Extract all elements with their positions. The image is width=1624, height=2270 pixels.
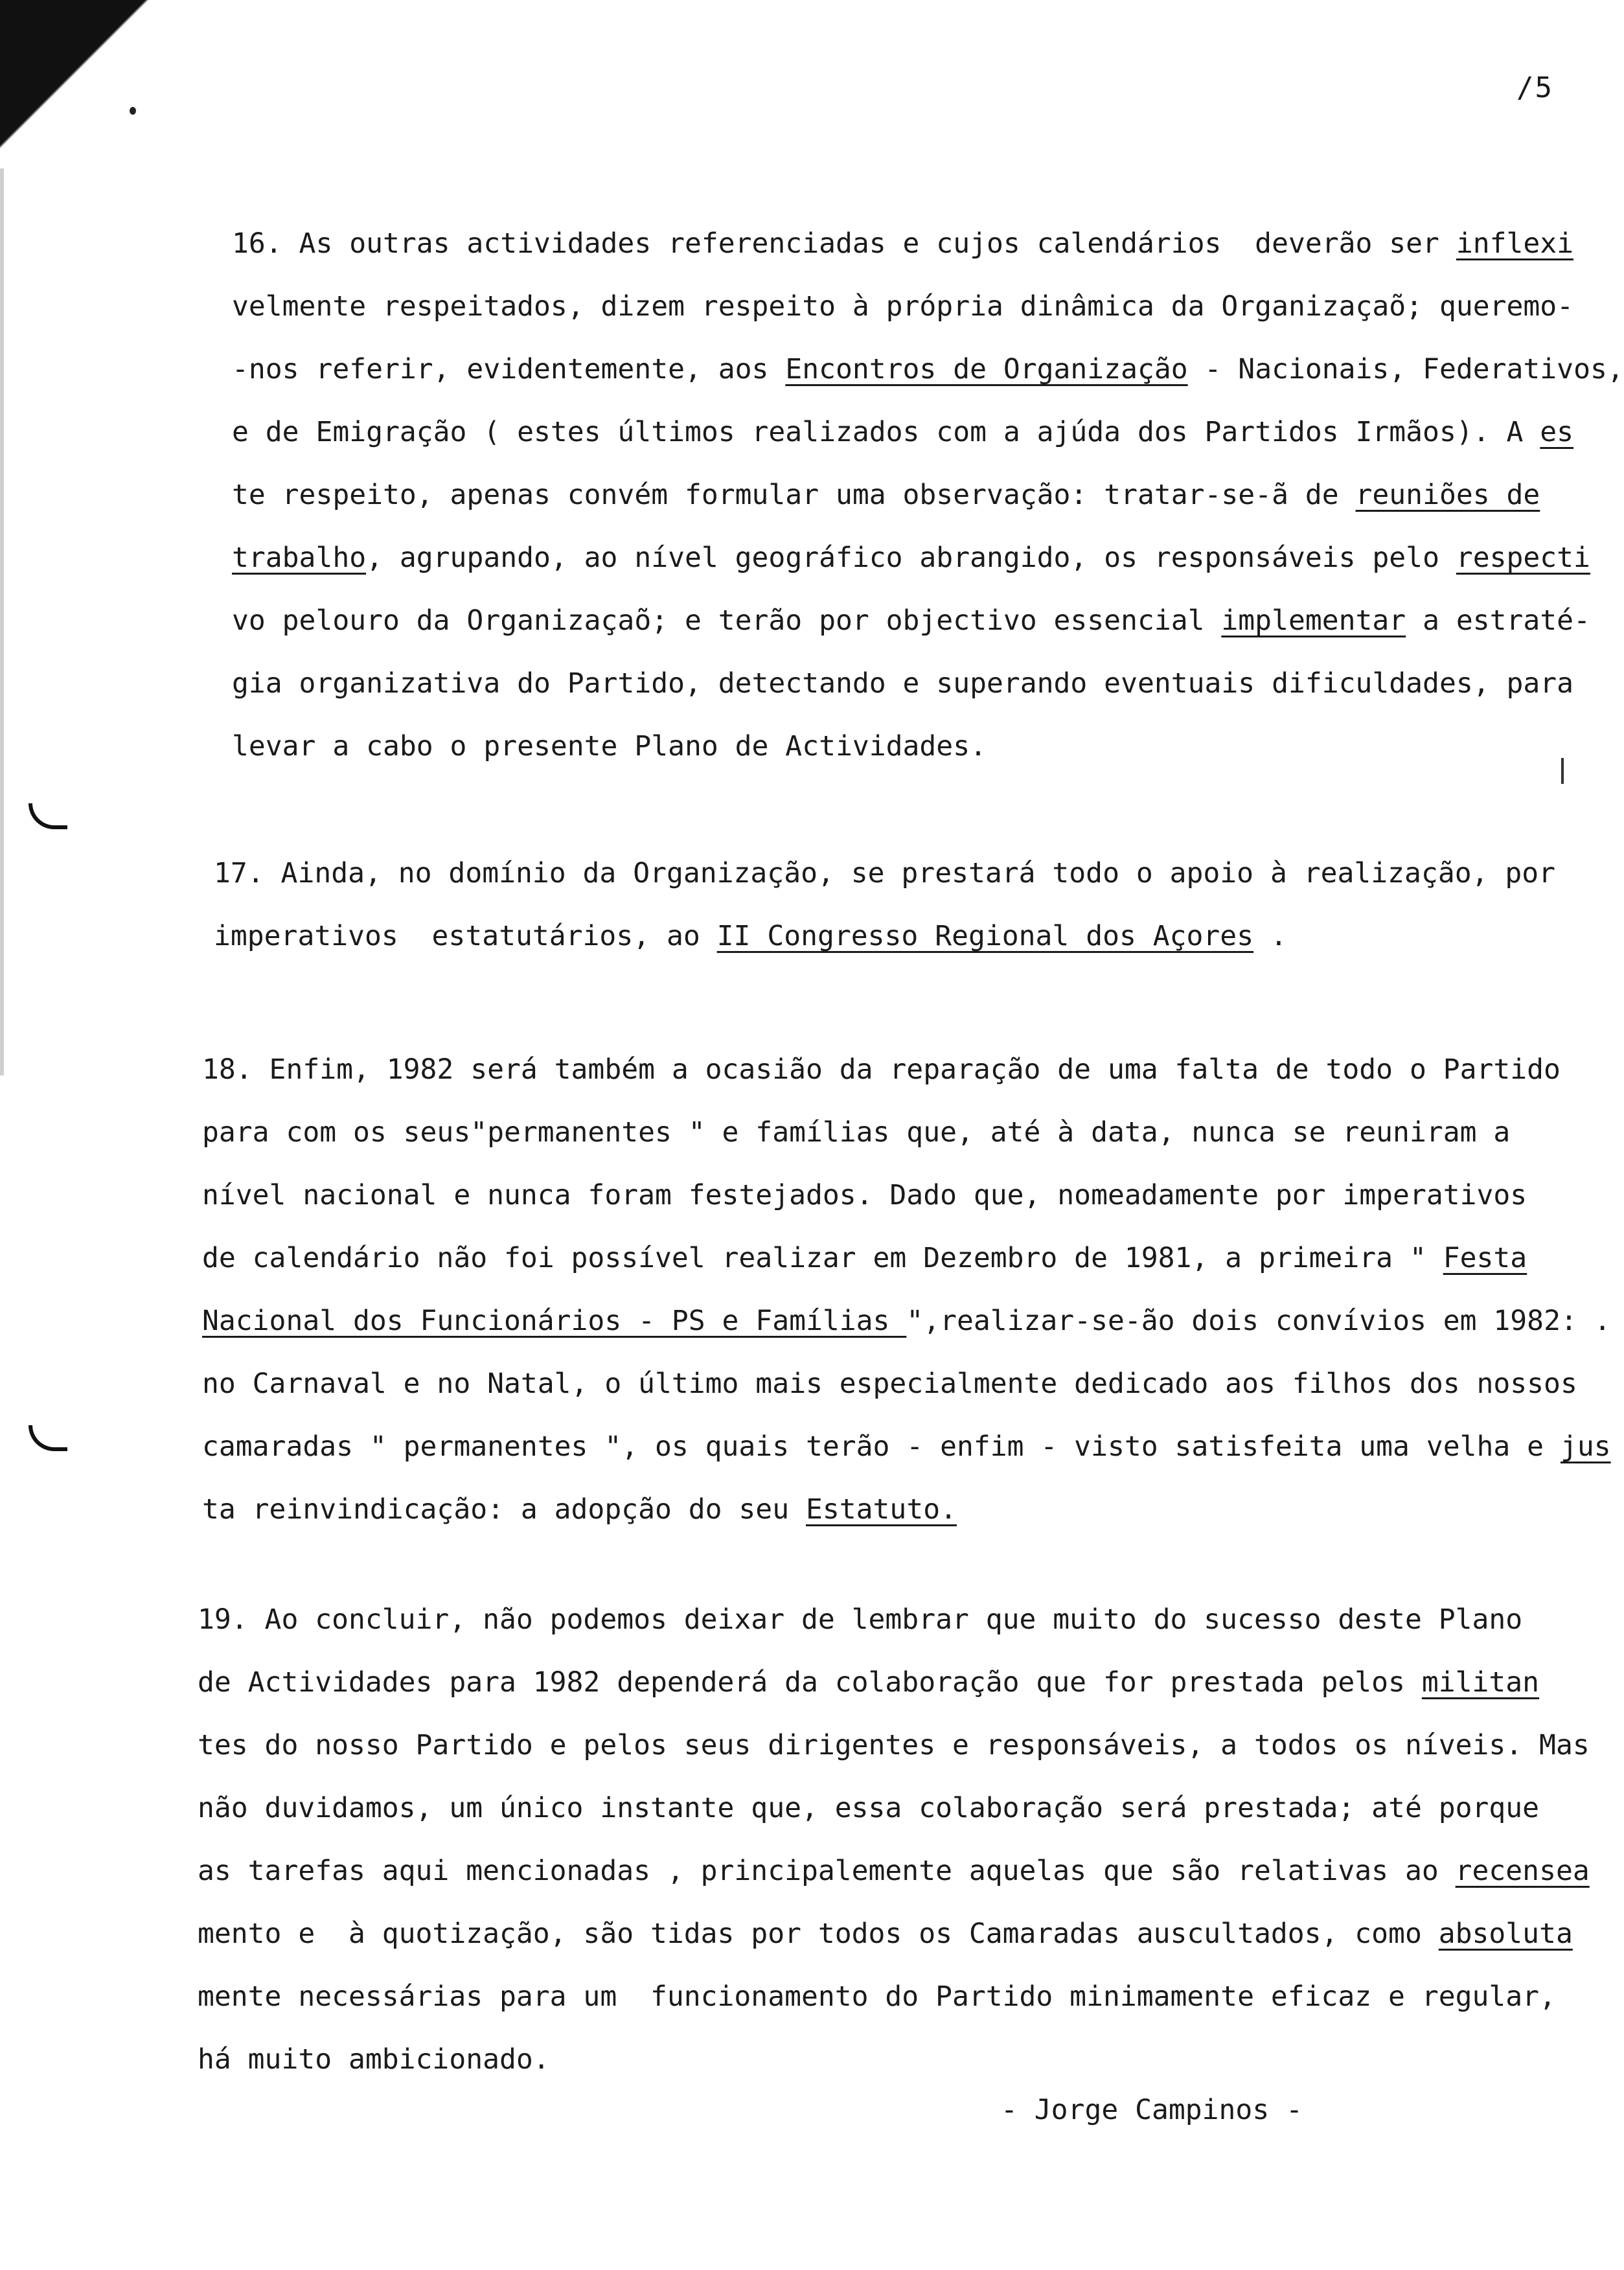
text-line <box>202 1478 1611 1541</box>
paragraph-17 <box>214 842 1555 968</box>
text-line <box>232 715 1624 778</box>
text-line <box>198 1966 1590 2028</box>
text-segment: para com os seus"permanentes " e famílias que, até à data, nunca se reuniram a <box>202 1116 1511 1149</box>
text-line <box>232 590 1624 652</box>
text-line <box>214 842 1555 905</box>
text-segment: de Actividades para 1982 dependerá da colaboração que for prestada pelos <box>198 1666 1422 1699</box>
text-segment: - Nacionais, Federativos, <box>1187 353 1624 385</box>
underlined-text: implementar <box>1221 604 1406 637</box>
underlined-text: recensea <box>1455 1855 1590 1887</box>
text-line <box>198 1777 1590 1840</box>
text-segment: vo pelouro da Organizaçaõ; e terão por objectivo essencial <box>232 604 1222 637</box>
underlined-text: Estatuto. <box>805 1493 957 1526</box>
scan-corner-shadow <box>0 0 214 168</box>
punch-hole-mark <box>29 1425 67 1451</box>
text-line <box>202 1164 1611 1227</box>
text-segment: no Carnaval e no Natal, o último mais especialmente dedicado aos filhos dos nossos <box>202 1368 1577 1400</box>
text-segment: 18. Enfim, 1982 será também a ocasião da reparação de uma falta de todo o Partido <box>202 1053 1561 1086</box>
underlined-text: respecti <box>1456 542 1590 574</box>
underlined-text: es <box>1540 416 1574 448</box>
text-line <box>232 212 1624 275</box>
text-segment: não duvidamos, um único instante que, essa colaboração será prestada; até porque <box>198 1792 1540 1824</box>
underlined-text: Nacional dos Funcionários - PS e Famílias <box>202 1305 907 1337</box>
text-segment: nível nacional e nunca foram festejados. Dado que, nomeadamente por imperativos <box>202 1179 1527 1211</box>
text-segment: tes do nosso Partido e pelos seus dirigentes e responsáveis, a todos os níveis. Mas <box>198 1729 1590 1761</box>
underlined-text: jus <box>1560 1430 1611 1463</box>
text-line <box>202 1353 1611 1416</box>
text-segment: e de Emigração ( estes últimos realizados com a ajúda dos Partidos Irmãos). A <box>232 416 1540 448</box>
text-segment: . <box>1253 920 1287 952</box>
signature: - Jorge Campinos - <box>1001 2094 1303 2126</box>
text-segment: há muito ambicionado. <box>198 2043 550 2076</box>
scan-left-edge <box>0 168 4 1075</box>
text-line <box>202 1038 1611 1101</box>
text-segment: de calendário não foi possível realizar em Dezembro de 1981, a primeira " <box>202 1242 1443 1274</box>
text-segment: imperativos estatutários, ao <box>214 920 717 952</box>
underlined-text: Encontros de Organização <box>785 353 1188 385</box>
text-line <box>232 527 1624 590</box>
text-line <box>232 401 1624 464</box>
text-line <box>198 1714 1590 1777</box>
text-segment: mente necessárias para um funcionamento do Partido minimamente eficaz e regular, <box>198 1980 1556 2013</box>
underlined-text: Festa <box>1443 1242 1527 1274</box>
text-line <box>198 1651 1590 1714</box>
text-segment: te respeito, apenas convém formular uma observação: tratar-se-ã de <box>232 479 1356 511</box>
underlined-text: II Congresso Regional dos Açores <box>716 920 1254 952</box>
text-segment: -nos referir, evidentemente, aos <box>232 353 786 385</box>
text-line <box>198 1903 1590 1966</box>
text-segment: gia organizativa do Partido, detectando e superando eventuais dificuldades, para <box>232 667 1574 700</box>
text-segment: 19. Ao concluir, não podemos deixar de lembrar que muito do sucesso deste Plano <box>198 1603 1523 1636</box>
text-segment: mento e à quotização, são tidas por todos os Camaradas auscultados, como <box>198 1918 1439 1950</box>
text-segment: ",realizar-se-ão dois convívios em 1982: . <box>906 1305 1611 1337</box>
text-segment: , agrupando, ao nível geográfico abrangido, os responsáveis pelo <box>366 542 1456 574</box>
text-line <box>202 1227 1611 1290</box>
text-line <box>198 1588 1590 1651</box>
underlined-text: reuniões de <box>1355 479 1540 511</box>
text-line <box>198 2028 1590 2091</box>
text-segment: ta reinvindicação: a adopção do seu <box>202 1493 806 1526</box>
page-number: /5 <box>1516 71 1553 104</box>
punch-hole-mark <box>29 803 67 829</box>
paragraph-18 <box>202 1038 1611 1541</box>
text-segment: 17. Ainda, no domínio da Organização, se prestará todo o apoio à realização, por <box>214 857 1556 889</box>
text-segment: as tarefas aqui mencionadas , principalemente aquelas que são relativas ao <box>198 1855 1456 1887</box>
text-line <box>202 1290 1611 1353</box>
scan-dot-mark <box>130 107 136 115</box>
text-line <box>232 652 1624 715</box>
text-line <box>214 905 1555 968</box>
underlined-text: inflexi <box>1456 227 1574 260</box>
text-line <box>202 1416 1611 1478</box>
text-line <box>232 275 1624 338</box>
text-line <box>198 1840 1590 1903</box>
text-segment: a estraté- <box>1406 604 1590 637</box>
paragraph-16 <box>232 212 1624 778</box>
text-line <box>232 464 1624 527</box>
text-segment: camaradas " permanentes ", os quais terão - enfim - visto satisfeita uma velha e <box>202 1430 1561 1463</box>
text-segment: levar a cabo o presente Plano de Actividades. <box>232 730 987 762</box>
text-line <box>202 1101 1611 1164</box>
text-segment: velmente respeitados, dizem respeito à própria dinâmica da Organizaçaõ; queremo- <box>232 290 1574 323</box>
text-line <box>232 338 1624 401</box>
paragraph-19 <box>198 1588 1590 2091</box>
underlined-text: militan <box>1421 1666 1540 1699</box>
underlined-text: trabalho <box>232 542 367 574</box>
text-segment: 16. As outras actividades referenciadas e cujos calendários deverão ser <box>232 227 1456 260</box>
underlined-text: absoluta <box>1438 1918 1573 1950</box>
